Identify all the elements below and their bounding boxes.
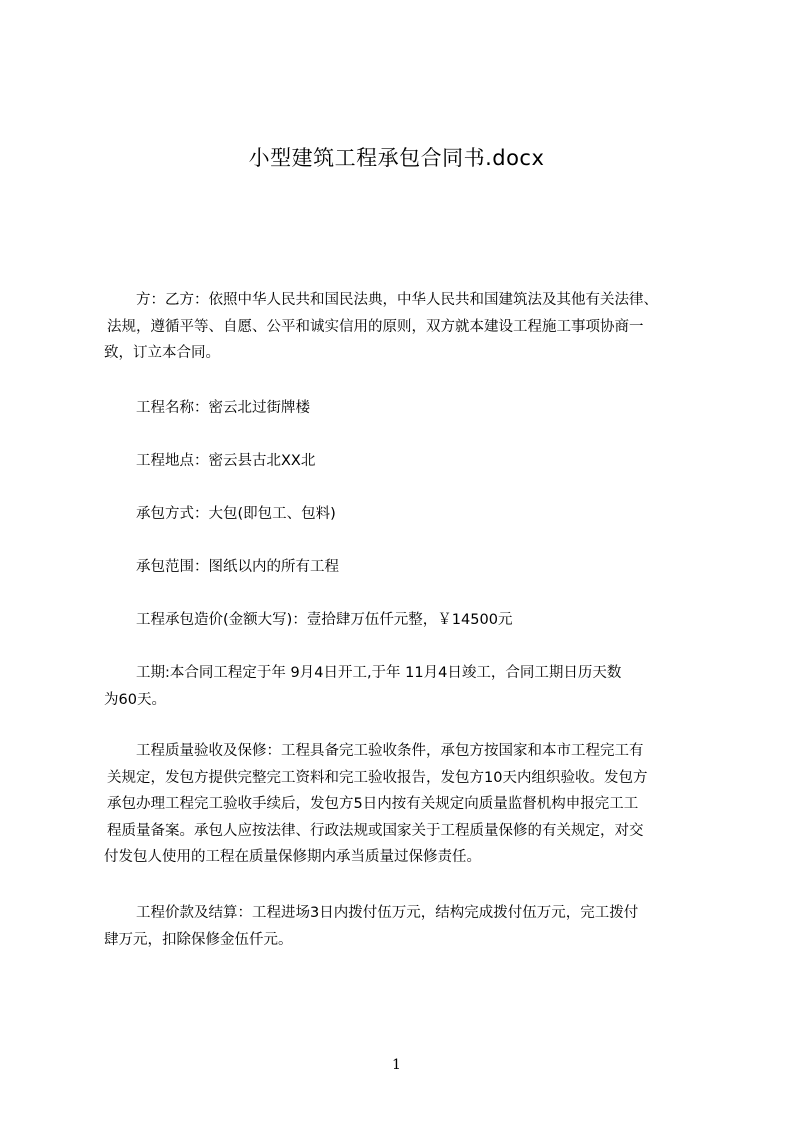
project-name: 工程名称：密云北过街牌楼 [136,400,310,416]
intro-paragraph [104,287,716,367]
contract-price-paragraph [104,607,716,634]
payment-paragraph [104,900,716,953]
quality-line: 工程质量验收及保修：工程具备完工验收条件，承包方按国家和本市工程完工有 [136,743,644,759]
project-location: 工程地点：密云县古北XX北 [136,453,316,469]
intro-line: 法规，遵循平等、自愿、公平和诚实信用的原则，双方就本建设工程施工事项协商一 [107,318,644,335]
intro-line: 致，订立本合同。 [104,345,220,361]
contract-scope-paragraph [104,554,716,581]
payment-line: 肆万元，扣除保修金伍仟元。 [104,931,293,948]
quality-line: 关规定，发包方提供完整完工资料和完工验收报告，发包方10天内组织验收。发包方 [107,769,648,786]
page-number: 1 [392,1057,401,1073]
intro-line: 方：乙方：依照中华人民共和国民法典，中华人民共和国建筑法及其他有关法律、 [136,292,658,308]
quality-line: 付发包人使用的工程在质量保修期内承当质量过保修责任。 [104,849,481,865]
schedule-line: 工期:本合同工程定于年 9月4日开工,于年 11月4日竣工，合同工期日历天数 [136,665,622,681]
quality-line: 承包办理工程完工验收手续后，发包方5日内按有关规定向质量监督机构申报完工工 [107,796,639,812]
contract-method-paragraph [104,501,716,528]
contract-price: 工程承包造价(金额大写)：壹拾肆万伍仟元整，￥14500元 [136,612,513,628]
schedule-paragraph [104,660,716,713]
schedule-line: 为60天。 [104,691,166,708]
contract-method: 承包方式：大包(即包工、包料) [136,506,336,522]
contract-scope: 承包范围：图纸以内的所有工程 [136,559,339,575]
payment-line: 工程价款及结算：工程进场3日内拨付伍万元，结构完成拨付伍万元，完工拨付 [136,905,639,921]
project-location-paragraph [104,448,716,475]
quality-paragraph [104,738,716,871]
project-name-paragraph [104,395,716,422]
document-title: 小型建筑工程承包合同书.docx [248,146,545,170]
quality-line: 程质量备案。承包人应按法律、行政法规或国家关于工程质量保修的有关规定，对交 [107,822,644,839]
